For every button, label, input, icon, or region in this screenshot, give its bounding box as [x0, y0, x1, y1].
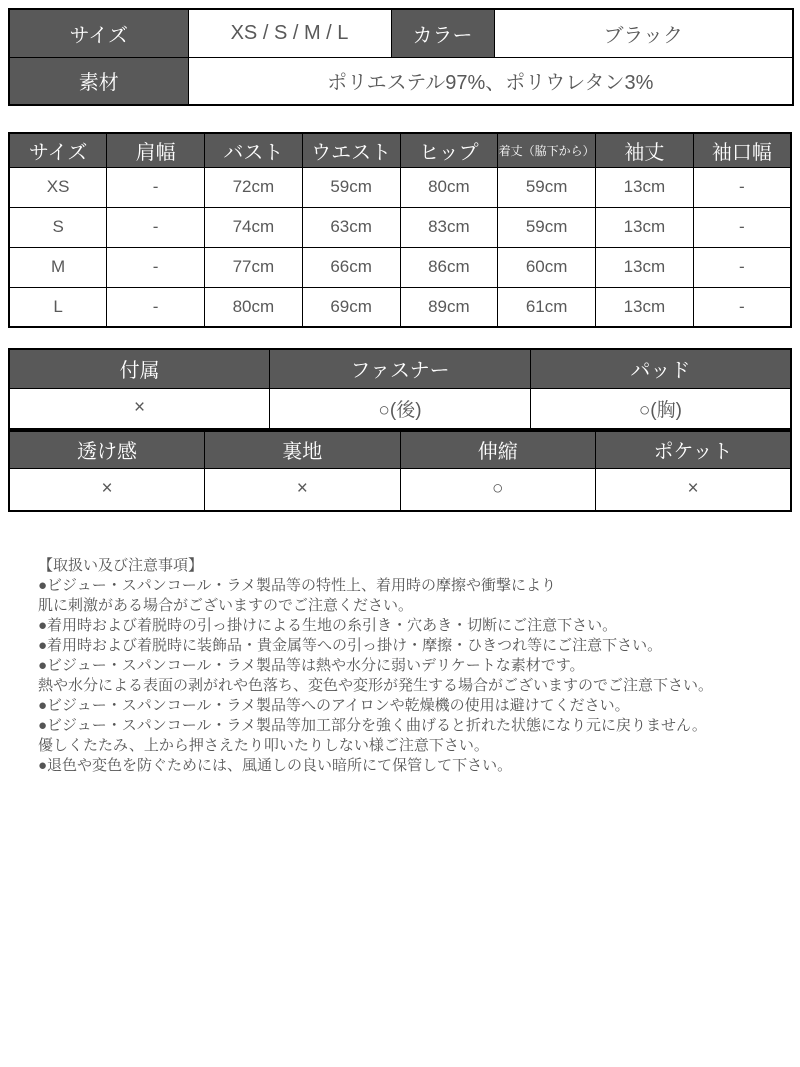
cell: 72cm [205, 167, 303, 207]
size-row-l [9, 287, 791, 327]
cell: - [693, 247, 791, 287]
cell: - [693, 167, 791, 207]
col-header-sheerness: 透け感 [9, 431, 205, 468]
cell: M [9, 247, 107, 287]
cell: 80cm [205, 287, 303, 327]
fastener-value: ○(後) [270, 388, 531, 429]
material-label: 素材 [9, 57, 188, 105]
col-header-bust: バスト [205, 133, 303, 167]
features-a-header-row [9, 349, 791, 388]
cell: 13cm [596, 247, 694, 287]
cell: 59cm [498, 207, 596, 247]
cell: 61cm [498, 287, 596, 327]
features-table-b [8, 430, 792, 512]
features-table-a [8, 348, 792, 430]
care-note-line: 優しくたたみ、上から押さえたり叩いたりしない様ご注意下さい。 [38, 737, 489, 754]
cell: - [693, 287, 791, 327]
cell: 59cm [302, 167, 400, 207]
cell: 86cm [400, 247, 498, 287]
col-header-size: サイズ [9, 133, 107, 167]
accessory-value: × [9, 388, 270, 429]
col-header-fastener: ファスナー [270, 349, 531, 388]
col-header-sleeve: 袖丈 [596, 133, 694, 167]
cell: 60cm [498, 247, 596, 287]
col-header-length: 着丈（脇下から） [498, 133, 596, 167]
color-value: ブラック [494, 9, 793, 57]
col-header-lining: 裏地 [205, 431, 401, 468]
cell: L [9, 287, 107, 327]
size-row-m [9, 247, 791, 287]
care-note-line: 熱や水分による表面の剥がれや色落ち、変色や変形が発生する場合がございますのでご注意下さい。 [38, 677, 714, 694]
cell: 80cm [400, 167, 498, 207]
sheerness-value: × [9, 468, 205, 511]
care-note-line: ●退色や変色を防ぐためには、風通しの良い暗所にて保管して下さい。 [38, 757, 513, 774]
size-row-xs [9, 167, 791, 207]
cell: XS [9, 167, 107, 207]
col-header-waist: ウエスト [302, 133, 400, 167]
care-note-line: ●ビジュー・スパンコール・ラメ製品等の特性上、着用時の摩擦や衝撃により [38, 577, 557, 594]
size-chart-header-row [9, 133, 791, 167]
material-value: ポリエステル97%、ポリウレタン3% [188, 57, 793, 105]
cell: 13cm [596, 167, 694, 207]
care-note-line: ●ビジュー・スパンコール・ラメ製品等加工部分を強く曲げると折れた状態になり元に戻りません。 [38, 717, 707, 734]
lining-value: × [205, 468, 401, 511]
stretch-value: ○ [400, 468, 596, 511]
size-value: XS / S / M / L [188, 9, 391, 57]
size-label: サイズ [9, 9, 188, 57]
cell: - [693, 207, 791, 247]
cell: 13cm [596, 287, 694, 327]
cell: 69cm [302, 287, 400, 327]
care-notes [38, 556, 783, 776]
col-header-pocket: ポケット [596, 431, 792, 468]
pocket-value: × [596, 468, 792, 511]
features-b-header-row [9, 431, 791, 468]
col-header-cuff: 袖口幅 [693, 133, 791, 167]
cell: 13cm [596, 207, 694, 247]
care-note-line: 肌に刺激がある場合がございますのでご注意ください。 [38, 597, 414, 614]
col-header-shoulder: 肩幅 [107, 133, 205, 167]
cell: 59cm [498, 167, 596, 207]
col-header-pad: パッド [530, 349, 791, 388]
color-label: カラー [391, 9, 494, 57]
col-header-hip: ヒップ [400, 133, 498, 167]
cell: 77cm [205, 247, 303, 287]
care-notes-title: 【取扱い及び注意事項】 [38, 557, 204, 574]
cell: - [107, 207, 205, 247]
pad-value: ○(胸) [530, 388, 791, 429]
cell: 89cm [400, 287, 498, 327]
info-row-size-color [9, 9, 793, 57]
col-header-stretch: 伸縮 [400, 431, 596, 468]
features-b-value-row [9, 468, 791, 511]
cell: - [107, 167, 205, 207]
cell: - [107, 247, 205, 287]
care-note-line: ●ビジュー・スパンコール・ラメ製品等は熱や水分に弱いデリケートな素材です。 [38, 657, 585, 674]
cell: 66cm [302, 247, 400, 287]
cell: 83cm [400, 207, 498, 247]
info-table [8, 8, 794, 106]
care-note-line: ●着用時および着脱時に装飾品・貴金属等への引っ掛け・摩擦・ひきつれ等にご注意下さい。 [38, 637, 663, 654]
size-chart-table [8, 132, 792, 328]
size-row-s [9, 207, 791, 247]
cell: S [9, 207, 107, 247]
care-note-line: ●着用時および着脱時の引っ掛けによる生地の糸引き・穴あき・切断にご注意下さい。 [38, 617, 618, 634]
care-note-line: ●ビジュー・スパンコール・ラメ製品等へのアイロンや乾燥機の使用は避けてください。 [38, 697, 630, 714]
info-row-material [9, 57, 793, 105]
cell: - [107, 287, 205, 327]
cell: 63cm [302, 207, 400, 247]
cell: 74cm [205, 207, 303, 247]
col-header-accessory: 付属 [9, 349, 270, 388]
features-a-value-row [9, 388, 791, 429]
